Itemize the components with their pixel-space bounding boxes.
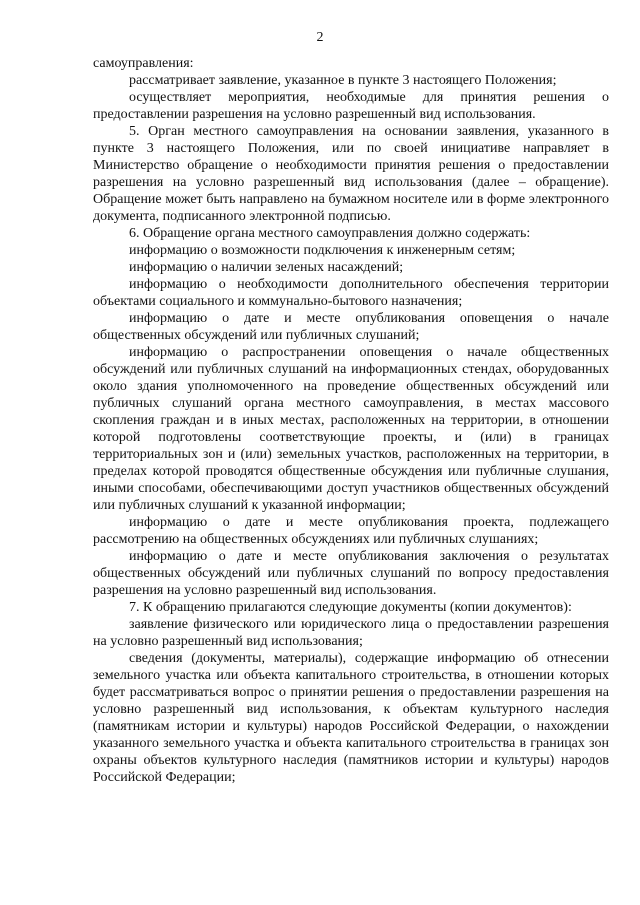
paragraph: информацию о дате и месте опубликования проекта, подлежащего рассмотрению на общественных обсуждениях или публичных слушаниях; — [93, 515, 609, 547]
paragraph: 5. Орган местного самоуправления на основании заявления, указанного в пункте 3 настоящего Положения, или по своей инициативе направляет в Министерство обращение о необходимости принятия решения о предоставлении разрешения на условно разрешенный вид использования (далее – обращение). Обращение может быть направлено на бумажном носителе или в форме электронного документа, подписанного электронной подписью. — [93, 124, 609, 224]
page-number: 2 — [316, 30, 324, 45]
paragraph: осуществляет мероприятия, необходимые для принятия решения о предоставлении разрешения на условно разрешенный вид использования. — [93, 90, 609, 122]
paragraph: сведения (документы, материалы), содержащие информацию об отнесении земельного участка или объекта капитального строительства, в отношении которых будет рассматриваться вопрос о принятии решения о предоставлении разрешения на условно разрешенный вид использования, к объектам культурного наследия (памятникам истории и культуры) народов Российской Федерации, о нахождении указанного земельного участка и объекта капитального строительства в границах зон охраны объектов культурного наследия (памятников истории и культуры) народов Российской Федерации; — [93, 651, 609, 785]
paragraph: информацию о дате и месте опубликования оповещения о начале общественных обсуждений или публичных слушаний; — [93, 311, 609, 343]
paragraph: рассматривает заявление, указанное в пункте 3 настоящего Положения; — [129, 73, 557, 88]
paragraph: 7. К обращению прилагаются следующие документы (копии документов): — [129, 600, 572, 615]
paragraph: информацию о необходимости дополнительного обеспечения территории объектами социального и коммунально-бытового назначения; — [93, 277, 609, 309]
paragraph: заявление физического или юридического лица о предоставлении разрешения на условно разрешенный вид использования; — [93, 617, 609, 649]
paragraph: информацию о возможности подключения к инженерным сетям; — [129, 243, 516, 258]
paragraph: информацию о распространении оповещения о начале общественных обсуждений или публичных слушаний на информационных стендах, оборудованных около здания уполномоченного на проведение общественных обсуждений или публичных слушаний органа местного самоуправления, в местах массового скопления граждан и в иных местах, расположенных на территории, в отношении которой подготовлены соответствующие проекты, и (или) в границах территориальных зон и (или) земельных участков, расположенных на территории, в пределах которой проводятся общественные обсуждения или публичные слушания, иными способами, обеспечивающими доступ участников общественных обсуждений или публичных слушаний к указанной информации; — [93, 345, 609, 513]
paragraph: информацию о дате и месте опубликования заключения о результатах общественных обсуждений или публичных слушаний по вопросу предоставления разрешения на условно разрешенный вид использования. — [93, 549, 609, 598]
paragraph: 6. Обращение органа местного самоуправления должно содержать: — [129, 226, 531, 241]
document-body — [93, 55, 609, 786]
paragraph: самоуправления: — [93, 56, 194, 71]
paragraph: информацию о наличии зеленых насаждений; — [129, 260, 404, 275]
